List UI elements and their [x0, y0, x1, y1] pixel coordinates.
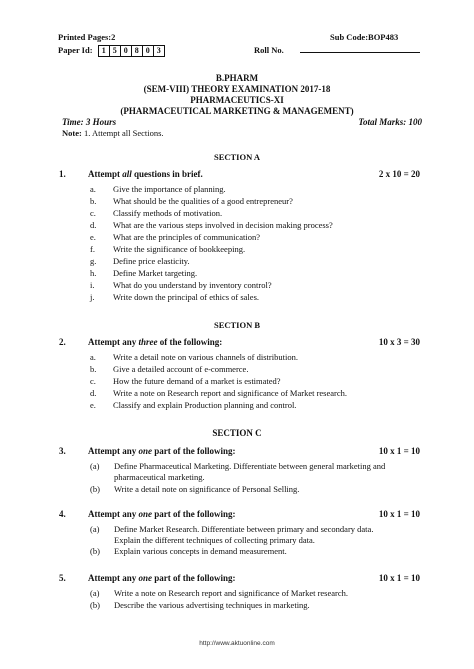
- q5-marks: 10 x 1 = 10: [378, 573, 420, 583]
- q1-item-text: Write the significance of bookkeeping.: [113, 244, 246, 254]
- q4-part-text-cont: Explain the different techniques of collecting primary data.: [114, 535, 315, 545]
- note: [62, 128, 164, 138]
- q3-number: 3.: [59, 446, 66, 456]
- paper-id-digit: 8: [131, 45, 143, 57]
- section-a-heading: SECTION A: [213, 152, 261, 162]
- q5-part-letter: (a): [90, 588, 100, 598]
- printed-pages: Printed Pages:2: [58, 32, 116, 42]
- q1-item-text: Define Market targeting.: [113, 268, 198, 278]
- roll-no-line: [300, 52, 420, 53]
- section-b-heading: SECTION B: [213, 320, 261, 330]
- q1-number: 1.: [59, 169, 66, 179]
- sub-code: Sub Code:BOP483: [330, 32, 399, 42]
- q4-part-text: Define Market Research. Differentiate between primary and secondary data.: [114, 524, 374, 534]
- q1-item-text: What are the various steps involved in decision making process?: [113, 220, 333, 230]
- q2-marks: 10 x 3 = 30: [378, 337, 420, 347]
- q3-part-text-cont: pharmaceutical marketing.: [114, 472, 205, 482]
- q5-number: 5.: [59, 573, 66, 583]
- paper-id-digit: 0: [120, 45, 132, 57]
- q5-part-text: Describe the various advertising techniques in marketing.: [114, 600, 310, 610]
- total-marks: Total Marks: 100: [358, 117, 422, 127]
- q2-item-letter: c.: [90, 376, 96, 386]
- footer-url[interactable]: http://www.aktuonline.com: [199, 640, 275, 647]
- roll-no-label: Roll No.: [254, 45, 284, 55]
- q2-item-text: Give a detailed account of e-commerce.: [113, 364, 249, 374]
- note-label: Note:: [62, 128, 82, 138]
- paper-id-boxes: [99, 45, 165, 57]
- q1-item-text: Give the importance of planning.: [113, 184, 226, 194]
- q3-part-text: Define Pharmaceutical Marketing. Differentiate between general marketing and: [114, 461, 386, 471]
- q2-item-text: Write a note on Research report and significance of Market research.: [113, 388, 348, 398]
- title-exam: (SEM-VIII) THEORY EXAMINATION 2017-18: [143, 84, 331, 94]
- q3-part-letter: (b): [90, 484, 100, 494]
- q4-marks: 10 x 1 = 10: [378, 509, 420, 519]
- q1-item-text: What should be the qualities of a good entrepreneur?: [113, 196, 293, 206]
- q1-item-letter: g.: [90, 256, 97, 266]
- q2-item-text: How the future demand of a market is estimated?: [113, 376, 281, 386]
- q1-item-letter: f.: [90, 244, 95, 254]
- q1-instruction: Attempt all questions in brief.: [88, 169, 203, 179]
- title-subject-full: (PHARMACEUTICAL MARKETING & MANAGEMENT): [120, 106, 354, 116]
- paper-id-digit: 0: [142, 45, 154, 57]
- title-degree: B.PHARM: [215, 73, 259, 83]
- q5-part-letter: (b): [90, 600, 100, 610]
- q4-part-letter: (a): [90, 524, 100, 534]
- q1-item-letter: b.: [90, 196, 97, 206]
- q1-item-text: Define price elasticity.: [113, 256, 190, 266]
- q2-item-letter: b.: [90, 364, 97, 374]
- q2-instruction: Attempt any three of the following:: [88, 337, 223, 347]
- q5-instruction: Attempt any one part of the following:: [88, 573, 236, 583]
- title-subject: PHARMACEUTICS-XI: [190, 95, 284, 105]
- q1-item-letter: h.: [90, 268, 97, 278]
- q2-item-letter: e.: [90, 400, 96, 410]
- paper-id-digit: 5: [109, 45, 121, 57]
- q1-marks: 2 x 10 = 20: [378, 169, 420, 179]
- q1-item-letter: e.: [90, 232, 96, 242]
- q3-instruction: Attempt any one part of the following:: [88, 446, 236, 456]
- q3-part-text: Write a detail note on significance of Personal Selling.: [114, 484, 300, 494]
- paper-id-digit: 3: [153, 45, 165, 57]
- q2-item-letter: d.: [90, 388, 97, 398]
- q4-instruction: Attempt any one part of the following:: [88, 509, 236, 519]
- note-text: 1. Attempt all Sections.: [83, 128, 164, 138]
- time-allowed: Time: 3 Hours: [62, 117, 117, 127]
- q3-marks: 10 x 1 = 10: [378, 446, 420, 456]
- q1-item-text: What do you understand by inventory control?: [113, 280, 272, 290]
- q3-part-letter: (a): [90, 461, 100, 471]
- q2-item-letter: a.: [90, 352, 96, 362]
- q1-item-letter: c.: [90, 208, 96, 218]
- paper-id: [58, 45, 165, 57]
- q1-item-text: Write down the principal of ethics of sales.: [113, 292, 260, 302]
- q2-item-text: Write a detail note on various channels of distribution.: [113, 352, 298, 362]
- q4-part-text: Explain various concepts in demand measurement.: [114, 546, 287, 556]
- q5-part-text: Write a note on Research report and significance of Market research.: [114, 588, 349, 598]
- paper-id-label: Paper Id:: [58, 45, 93, 55]
- q4-part-letter: (b): [90, 546, 100, 556]
- q2-item-text: Classify and explain Production planning and control.: [113, 400, 297, 410]
- q2-number: 2.: [59, 337, 66, 347]
- q1-item-text: Classify methods of motivation.: [113, 208, 223, 218]
- paper-id-digit: 1: [98, 45, 110, 57]
- q1-item-letter: d.: [90, 220, 97, 230]
- q4-number: 4.: [59, 509, 66, 519]
- q1-item-text: What are the principles of communication?: [113, 232, 261, 242]
- q1-item-letter: a.: [90, 184, 96, 194]
- section-c-heading: SECTION C: [212, 428, 262, 438]
- q1-item-letter: i.: [90, 280, 95, 290]
- q1-item-letter: j.: [90, 292, 95, 302]
